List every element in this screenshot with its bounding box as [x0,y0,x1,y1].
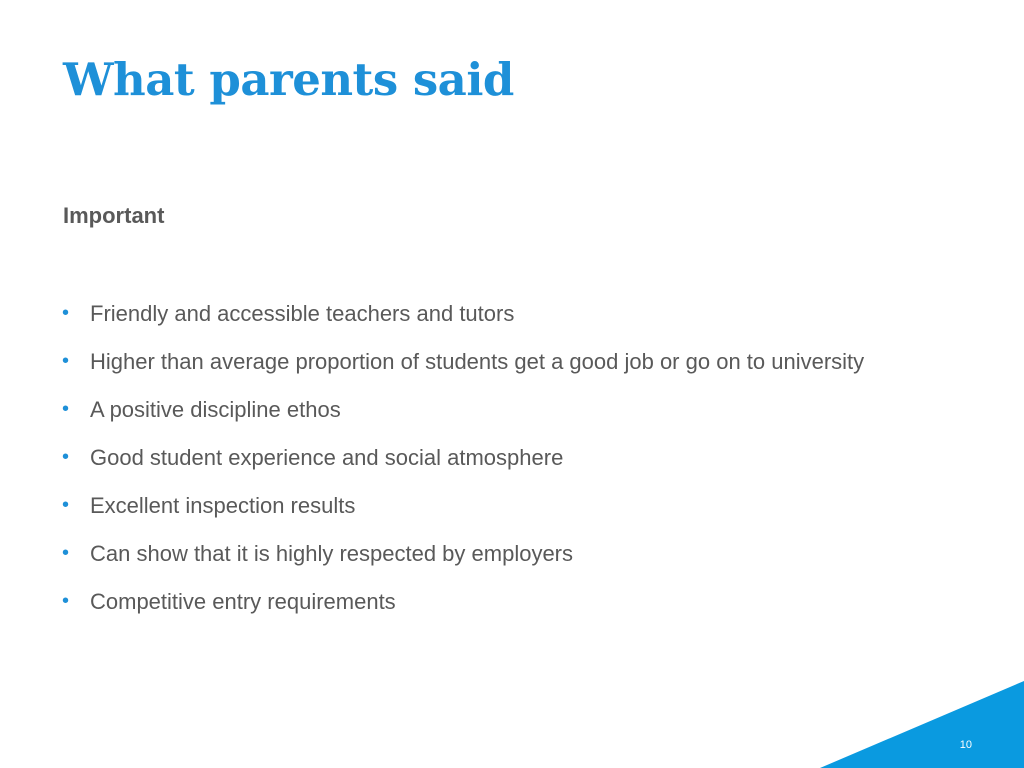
bullet-icon: • [62,302,70,324]
bullet-text: Can show that it is highly respected by employers [90,541,574,566]
bullet-icon: • [62,494,70,516]
corner-triangle [820,681,1024,768]
bullet-text: Higher than average proportion of students get a good job or go on to university [90,349,865,374]
bullet-text: Good student experience and social atmosphere [90,445,564,470]
bullet-text: A positive discipline ethos [90,397,341,422]
bullet-text: Competitive entry requirements [90,589,396,614]
bullet-icon: • [62,398,70,420]
bullet-text: Excellent inspection results [90,493,356,518]
bullet-text: Friendly and accessible teachers and tutors [90,301,515,326]
bullet-icon: • [62,542,70,564]
subheading: Important [63,203,165,228]
bullet-icon: • [62,446,70,468]
bullet-icon: • [62,590,70,612]
slide-title: What parents said [63,53,514,106]
page-number: 10 [959,739,972,751]
bullet-icon: • [62,350,70,372]
